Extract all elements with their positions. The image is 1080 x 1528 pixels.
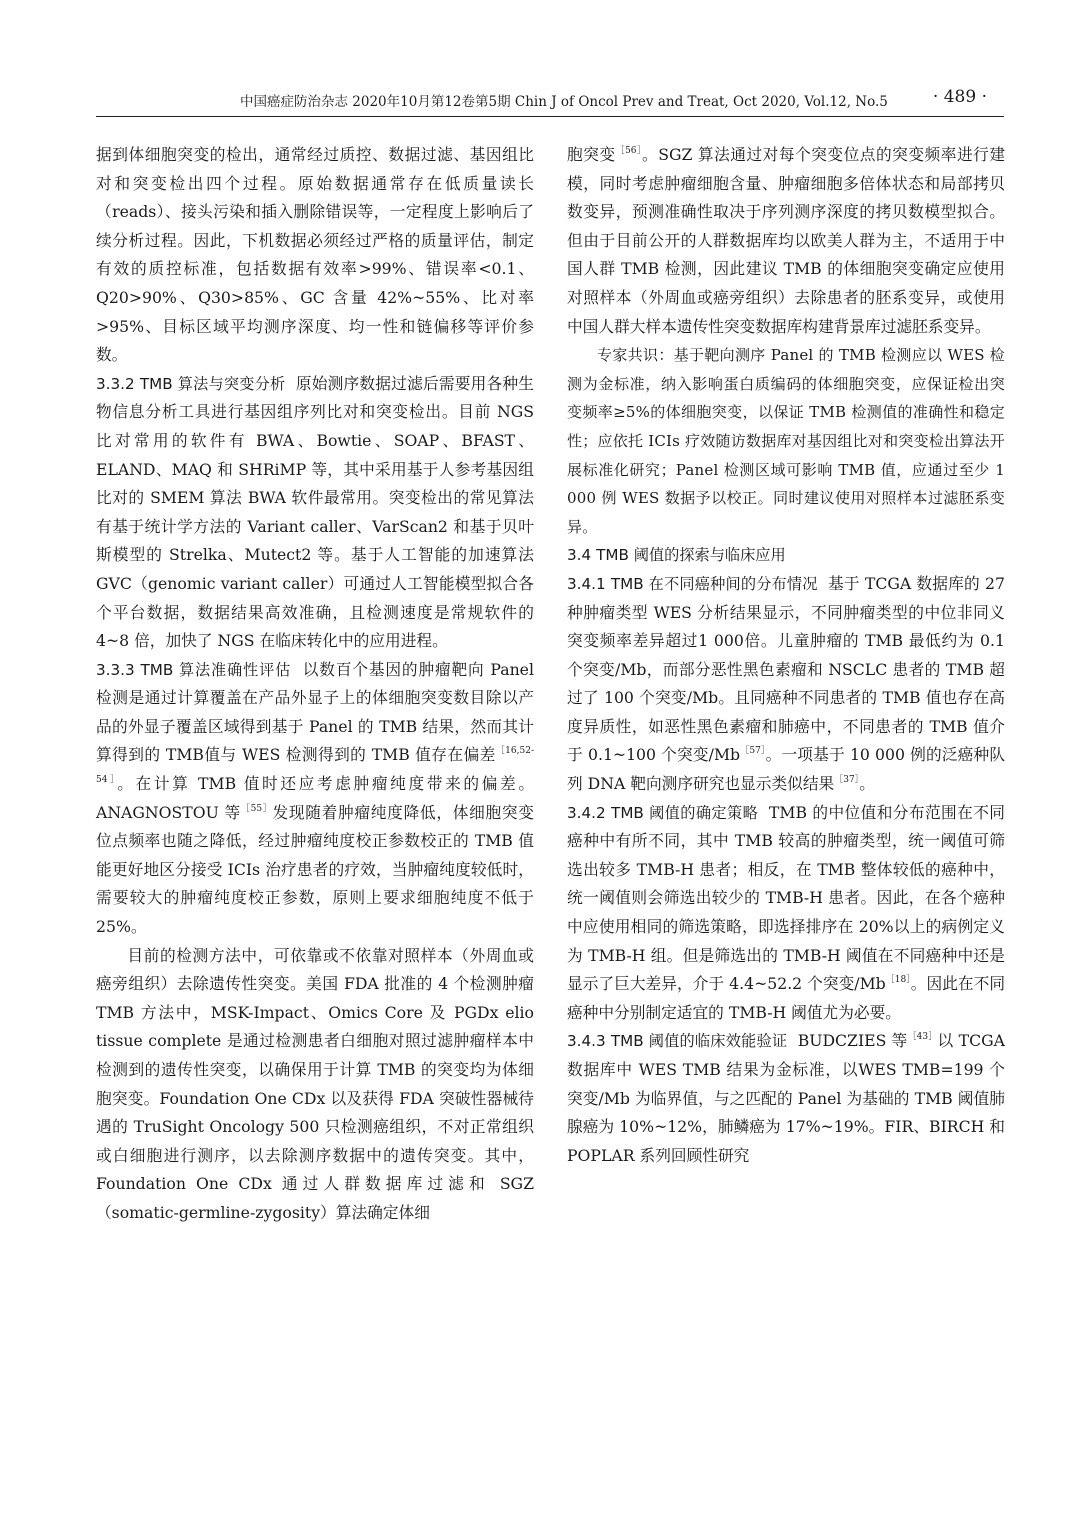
page-number: · 489 ·: [932, 87, 987, 107]
citation: ［57］: [740, 746, 766, 757]
section-number: 3.4.2: [567, 803, 606, 822]
section-title: TMB 算法准确性评估: [140, 660, 292, 679]
citation: ［18］: [885, 975, 911, 986]
right-column: [567, 141, 1005, 1170]
citation: ［37］: [834, 775, 860, 786]
section-3-3-2: [96, 370, 534, 656]
citation: ［55］: [240, 803, 273, 814]
paragraph-continued: [567, 141, 1005, 341]
section-3-3-3: [96, 656, 534, 942]
citation: ［56］: [615, 146, 643, 156]
running-header: [0, 87, 1080, 112]
section-number: 3.3.2: [96, 374, 135, 393]
section-text: 。: [859, 774, 875, 794]
section-3-4-3: [567, 1027, 1005, 1170]
header-rule: [96, 116, 1004, 117]
section-title: TMB 阈值的确定策略: [611, 803, 759, 822]
section-title: TMB 算法与突变分析: [139, 374, 286, 393]
left-column: [96, 141, 534, 1228]
section-number: 3.4.1: [567, 574, 606, 593]
journal-citation: 中国癌症防治杂志 2020年10月第12卷第5期 Chin J of Oncol Prev and Treat, Oct 2020, Vol.12, No.5: [240, 94, 888, 110]
section-text: 。在计算 TMB 值时还应考虑肿瘤纯度带来的偏差。ANAGNOSTOU 等: [96, 774, 535, 822]
section-number: 3.4: [567, 546, 592, 565]
section-number: 3.3.3: [96, 660, 135, 679]
paragraph-methods: 目前的检测方法中，可依靠或不依靠对照样本（外周血或癌旁组织）去除遗传性突变。美国 FDA 批准的 4 个检测肿瘤 TMB 方法中，MSK-Impact、Omics Core 及 PGDx elio tissue complete 是通过检测患者白细胞对照过滤肿瘤样本中检测到的遗传性突变，以确保用于计算 TMB 的突变均为体细胞突变。Foundation One CDx 以及获得 FDA 突破性器械待遇的 TruSight Oncology 500 只检测癌组织，不对正常组织或白细胞进行测序，以去除测序数据中的遗传突变。其中，Foundation One CDx 通过人群数据库过滤和 SGZ（somatic-germline-zygosity）算法确定体细: [96, 945, 534, 1222]
section-title: TMB 在不同癌种间的分布情况: [610, 574, 818, 593]
section-text: 以数百个基因的肿瘤靶向 Panel 检测是通过计算覆盖在产品外显子上的体细胞突变数目除以产品的外显子覆盖区域得到基于 Panel 的 TMB 结果，然而其计算得到的 TMB值与 WES 检测得到的 TMB 值存在偏差: [96, 659, 534, 765]
section-3-4: [567, 541, 1005, 570]
section-text: 基于 TCGA 数据库的 27 种肿瘤类型 WES 分析结果显示，不同肿瘤类型的中位非同义突变频率差异超过1 000倍。儿童肿瘤的 TMB 最低约为 0.1 个突变/Mb，而部分恶性黑色素瘤和 NSCLC 患者的 TMB 超过了 100 个突变/Mb。且同癌种不同患者的 TMB 值也存在高度异质性，如恶性黑色素瘤和肺癌中，不同患者的 TMB 值介于 0.1~100 个突变/Mb: [567, 573, 1005, 765]
section-text: 发现随着肿瘤纯度降低，体细胞突变位点频率也随之降低，经过肿瘤纯度校正参数校正的 TMB 值能更好地区分接受 ICIs 治疗患者的疗效，当肿瘤纯度较低时，需要较大的肿瘤纯度校正参数，原则上要求细胞纯度不低于 25%。: [96, 802, 534, 937]
section-number: 3.4.3: [567, 1032, 606, 1051]
section-text: 。因此在不同癌种中分别制定适宜的 TMB-H 阈值尤为必要。: [567, 974, 1006, 1022]
text: 胞突变: [567, 145, 616, 164]
text: 。SGZ 算法通过对每个突变位点的突变频率进行建模，同时考虑肿瘤细胞含量、肿瘤细胞多倍体状态和局部拷贝数变异，预测准确性取决于序列测序深度的拷贝数模型拟合。但由于目前公开的人群数据库均以欧美人群为主，不适用于中国人群 TMB 检测，因此建议 TMB 的体细胞突变确定应使用对照样本（外周血或癌旁组织）去除患者的胚系变异，或使用中国人群大样本遗传性突变数据库构建背景库过滤胚系变异。: [567, 145, 1006, 336]
section-text: TMB 的中位值和分布范围在不同癌种中有所不同，其中 TMB 较高的肿瘤类型，统一阈值可筛选出较多 TMB-H 患者；相反，在 TMB 整体较低的癌种中，统一阈值则会筛选出较少的 TMB-H 患者。因此，在各个癌种中应使用相同的筛选策略，即选择排序在 20%以上的病例定义为 TMB-H 组。但是筛选出的 TMB-H 阈值在不同癌种中还是显示了巨大差异，介于 4.4~52.2 个突变/Mb: [567, 802, 1005, 994]
section-text: 以 TCGA 数据库中 WES TMB 结果为金标准，以WES TMB=199 个突变/Mb 为临界值，与之匹配的 Panel 为基础的 TMB 阈值肺腺癌为 10%~12%，肺鳞癌为 17%~19%。FIR、BIRCH 和 POPLAR 系列回顾性研究: [567, 1031, 1005, 1165]
section-text: 原始测序数据过滤后需要用各种生物信息分析工具进行基因组序列比对和突变检出。目前 NGS 比对常用的软件有 BWA、Bowtie、SOAP、BFAST、ELAND、MAQ 和 SHRiMP 等，其中采用基于人参考基因组比对的 SMEM 算法 BWA 软件最常用。突变检出的常见算法有基于统计学方法的 Variant caller、VarScan2 和基于贝叶斯模型的 Strelka、Mutect2 等。基于人工智能的加速算法 GVC（genomic variant caller）可通过人工智能模型拟合各个平台数据，数据结果高效准确，且检测速度是常规软件的 4~8 倍，加快了 NGS 在临床转化中的应用进程。: [96, 373, 534, 651]
section-3-4-2: [567, 799, 1005, 1028]
paragraph-qc: 据到体细胞突变的检出，通常经过质控、数据过滤、基因组比对和突变检出四个过程。原始数据通常存在低质量读长（reads）、接头污染和插入删除错误等，一定程度上影响后了续分析过程。因此，下机数据必须经过严格的质量评估，制定有效的质控标准，包括数据有效率>99%、错误率<0.1、Q20>90%、Q30>85%、GC 含量 42%~55%、比对率>95%、目标区域平均测序深度、均一性和链偏移等评价参数。: [96, 145, 534, 365]
expert-consensus: 专家共识：基于靶向测序 Panel 的 TMB 检测应以 WES 检测为金标准，纳入影响蛋白质编码的体细胞突变，应保证检出突变频率≥5%的体细胞突变，以保证 TMB 检测值的准确性和稳定性；应依托 ICIs 疗效随访数据库对基因组比对和突变检出算法开展标准化研究；Panel 检测区域可影响 TMB 值，应通过至少 1 000 例 WES 数据予以校正。同时建议使用对照样本过滤胚系变异。: [567, 346, 1005, 536]
section-text: 。一项基于 10 000 例的泛癌种队列 DNA 靶向测序研究也显示类似结果: [567, 745, 1006, 794]
section-text: BUDCZIES 等: [797, 1031, 908, 1051]
section-title: TMB 阈值的临床效能验证: [610, 1032, 788, 1051]
citation: ［16,52-54］: [96, 746, 534, 786]
section-3-4-1: [567, 570, 1005, 799]
section-title: TMB 阈值的探索与临床应用: [596, 546, 786, 565]
citation: ［43］: [907, 1032, 938, 1043]
